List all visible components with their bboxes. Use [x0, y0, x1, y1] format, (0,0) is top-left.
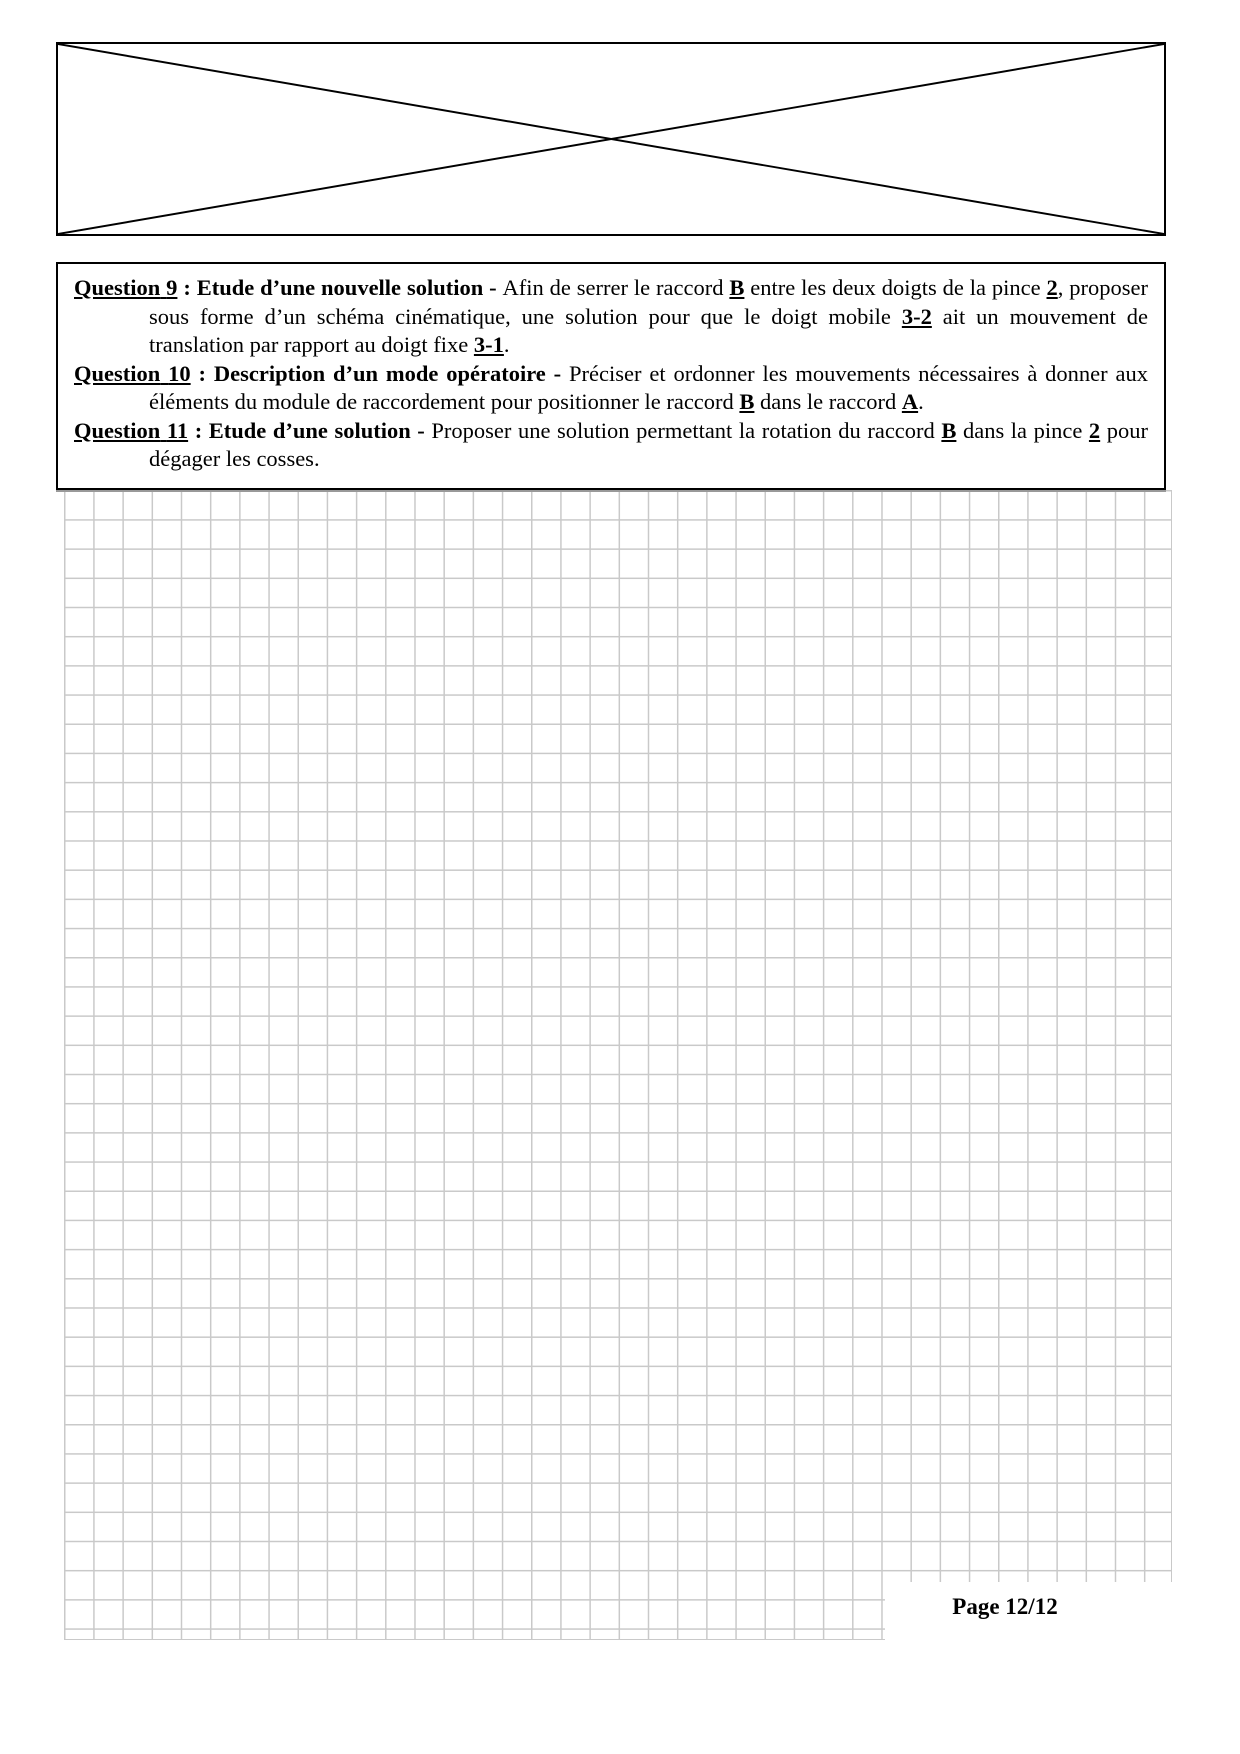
question-text: .	[503, 332, 510, 357]
question-text: , proposer sous forme d’un schéma cinématique, une solution pour que le doigt mobile	[149, 275, 1149, 329]
question-text: dans la pince	[956, 417, 1089, 443]
question-number: 9	[166, 275, 178, 300]
question-text: dans le raccord	[754, 389, 902, 414]
question-label: Question	[74, 275, 161, 300]
reference-label: 2	[1046, 275, 1058, 300]
question-11-heading	[74, 418, 431, 443]
answer-grid[interactable]	[64, 490, 1172, 1640]
question-9-heading	[74, 275, 503, 300]
cross-out-lines	[58, 44, 1164, 234]
reference-label: B	[739, 389, 755, 414]
reference-label: B	[941, 417, 957, 443]
questions-box	[56, 262, 1166, 490]
question-text: Proposer une solution permettant la rotation du raccord	[431, 417, 942, 443]
question-text: .	[918, 389, 924, 414]
question-11	[74, 417, 1148, 474]
page-number: Page 12/12	[952, 1594, 1058, 1619]
question-title: : Etude d’une solution -	[188, 417, 432, 443]
reference-label: 2	[1088, 417, 1101, 443]
question-number: 10	[168, 360, 191, 386]
question-10	[74, 360, 1148, 417]
question-text: pour dégager les cosses.	[149, 417, 1148, 471]
question-text: entre les deux doigts de la pince	[744, 275, 1047, 300]
question-label: Question	[74, 417, 161, 443]
question-text: Afin de serrer le raccord	[502, 275, 730, 300]
question-10-heading	[74, 361, 569, 386]
reference-label: A	[901, 389, 919, 414]
reference-label: B	[729, 275, 745, 300]
crossed-out-header-box	[56, 42, 1166, 236]
question-text: Préciser et ordonner les mouvements nécessaires à donner aux éléments du module de raccordement pour positionner le raccord	[149, 360, 1149, 414]
question-title: : Etude d’une nouvelle solution -	[177, 275, 503, 300]
question-9	[74, 274, 1148, 360]
question-title: : Description d’un mode opératoire -	[190, 360, 570, 386]
question-number: 11	[166, 417, 189, 443]
question-label: Question	[74, 360, 161, 386]
reference-label: 3-2	[901, 303, 932, 329]
reference-label: 3-1	[473, 332, 504, 357]
question-text: ait un mouvement de translation par rapport au doigt fixe	[149, 303, 1148, 357]
